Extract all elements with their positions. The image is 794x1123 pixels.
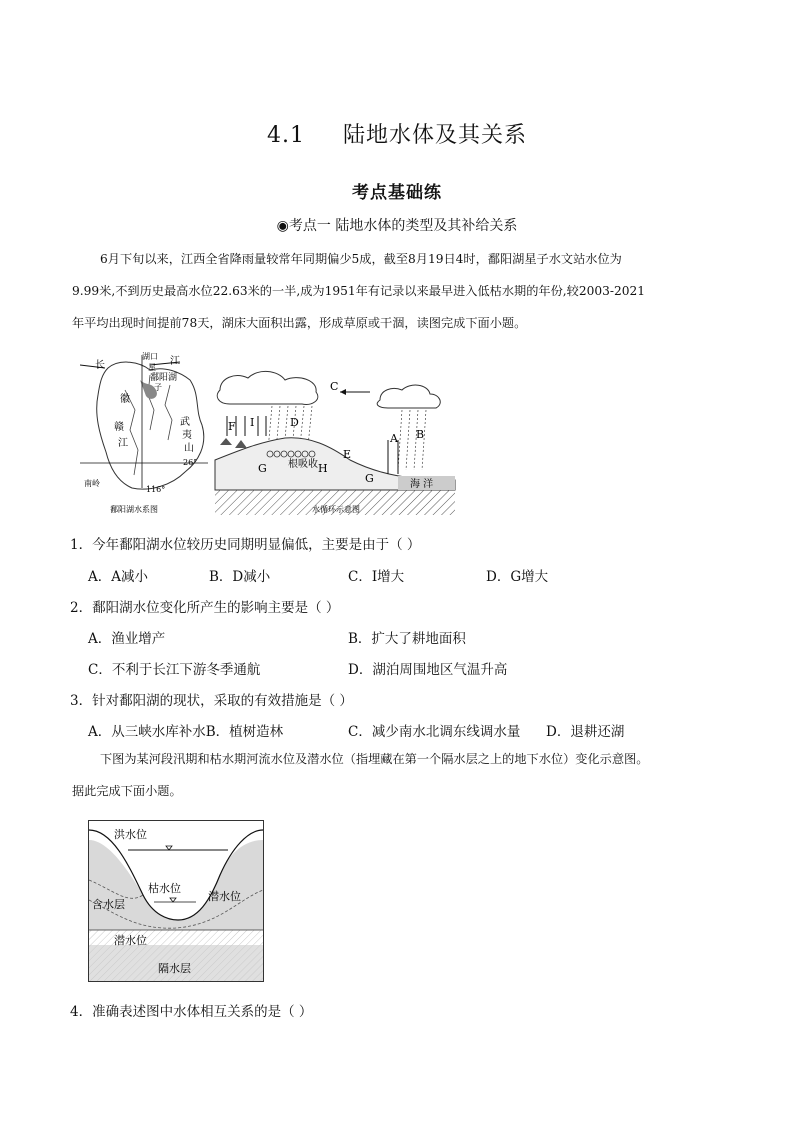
map-label-xing: 星 xyxy=(148,363,156,372)
map-label-shan: 山 xyxy=(184,443,194,454)
map-label-wu: 武 xyxy=(180,417,190,428)
map-label-jiang2: 江 xyxy=(118,438,128,449)
label-groundwater-right: 潜水位 xyxy=(208,890,241,903)
cycle-label-G2: G xyxy=(365,472,374,485)
label-groundwater-left: 潜水位 xyxy=(114,934,147,947)
intro-line-2: 9.99米,不到历史最高水位22.63米的一半,成为1951年有记录以来最早进入低枯水期的年份,较2003-2021 xyxy=(72,284,646,298)
map-label-huai: 徽 xyxy=(120,394,130,405)
map-label-hukou: 湖口 xyxy=(142,352,158,361)
cycle-label-C: C xyxy=(330,380,339,393)
q1-option-d: D．G增大 xyxy=(486,569,549,585)
label-flood-level: 洪水位 xyxy=(114,828,147,841)
cycle-label-G: G xyxy=(258,462,267,475)
map-label-poyanghu: 鄱阳湖 xyxy=(150,373,178,383)
title-text: 陆地水体及其关系 xyxy=(342,123,527,148)
question-4-stem: 4．准确表述图中水体相互关系的是（ ） xyxy=(70,1004,313,1020)
cycle-caption: 水循环示意图 xyxy=(312,505,360,514)
label-aquifer: 含水层 xyxy=(92,898,125,911)
q2-option-c: C．不利于长江下游冬季通航 xyxy=(88,662,261,678)
poyang-map xyxy=(80,351,208,514)
question-2-stem: 2．鄱阳湖水位变化所产生的影响主要是（ ） xyxy=(70,600,340,616)
map-label-chang: 长 xyxy=(95,360,105,371)
q3-option-d: D．退耕还湖 xyxy=(546,724,625,740)
map-label-zi: 子 xyxy=(154,383,162,392)
subtitle: 考点基础练 xyxy=(352,183,442,203)
map-label-yi: 夷 xyxy=(182,430,192,441)
intro2-line-2: 据此完成下面小题。 xyxy=(72,784,182,798)
page-title xyxy=(0,118,794,149)
q1-option-b: B．D减小 xyxy=(209,569,271,585)
label-dry-level: 枯水位 xyxy=(148,882,181,895)
question-1-stem: 1．今年鄱阳湖水位较历史同期明显偏低，主要是由于（ ） xyxy=(70,537,421,553)
cycle-label-D: D xyxy=(290,416,299,429)
intro2-line-1: 下图为某河段汛期和枯水期河流水位及潜水位（指埋藏在第一个隔水层之上的地下水位）变化示意图。 xyxy=(100,752,649,766)
q2-option-b: B．扩大了耕地面积 xyxy=(348,631,466,647)
cycle-label-F: F xyxy=(228,420,236,433)
water-cycle-diagram xyxy=(215,371,455,515)
cycle-label-E: E xyxy=(343,448,352,461)
q2-option-d: D．湖泊周围地区气温升高 xyxy=(348,662,508,678)
q1-option-c: C．Ⅰ增大 xyxy=(348,569,405,585)
title-number: 4.1 xyxy=(266,123,305,148)
intro-line-3: 年平均出现时间提前78天，湖床大面积出露，形成草原或干涸，读图完成下面小题。 xyxy=(72,316,527,330)
figure-poyang xyxy=(80,350,465,520)
cycle-label-B: B xyxy=(416,428,425,441)
q1-option-a: A．A减小 xyxy=(88,569,148,585)
q2-option-a: A．渔业增产 xyxy=(88,631,166,647)
map-label-lat: 26° xyxy=(183,458,198,467)
cycle-label-I: I xyxy=(250,416,255,429)
label-aquiclude: 隔水层 xyxy=(158,962,191,975)
map-label-gan: 赣 xyxy=(114,422,124,433)
section-heading: ◉考点一 陆地水体的类型及其补给关系 xyxy=(276,218,518,234)
cycle-label-ocean: 海 洋 xyxy=(410,479,434,490)
q3-option-ab: A．从三峡水库补水B．植树造林 xyxy=(88,724,284,740)
map-label-jiang: 江 xyxy=(170,356,180,367)
map-label-nanling: 南岭 xyxy=(84,479,100,488)
q3-option-c: C．减少南水北调东线调水量 xyxy=(348,724,521,740)
question-3-stem: 3．针对鄱阳湖的现状，采取的有效措施是（ ） xyxy=(70,693,353,709)
cycle-label-A: A xyxy=(390,432,398,445)
cycle-label-root: 根吸收 xyxy=(288,459,318,470)
map-caption: 鄱阳湖水系图 xyxy=(110,505,158,514)
figure-river-groundwater xyxy=(88,820,264,982)
map-label-lon: 116° xyxy=(146,485,166,494)
intro-line-1: 6月下旬以来，江西全省降雨量较常年同期偏少5成，截至8月19日4时，鄱阳湖星子水文站水位为 xyxy=(100,252,622,266)
cycle-label-H: H xyxy=(318,462,328,475)
